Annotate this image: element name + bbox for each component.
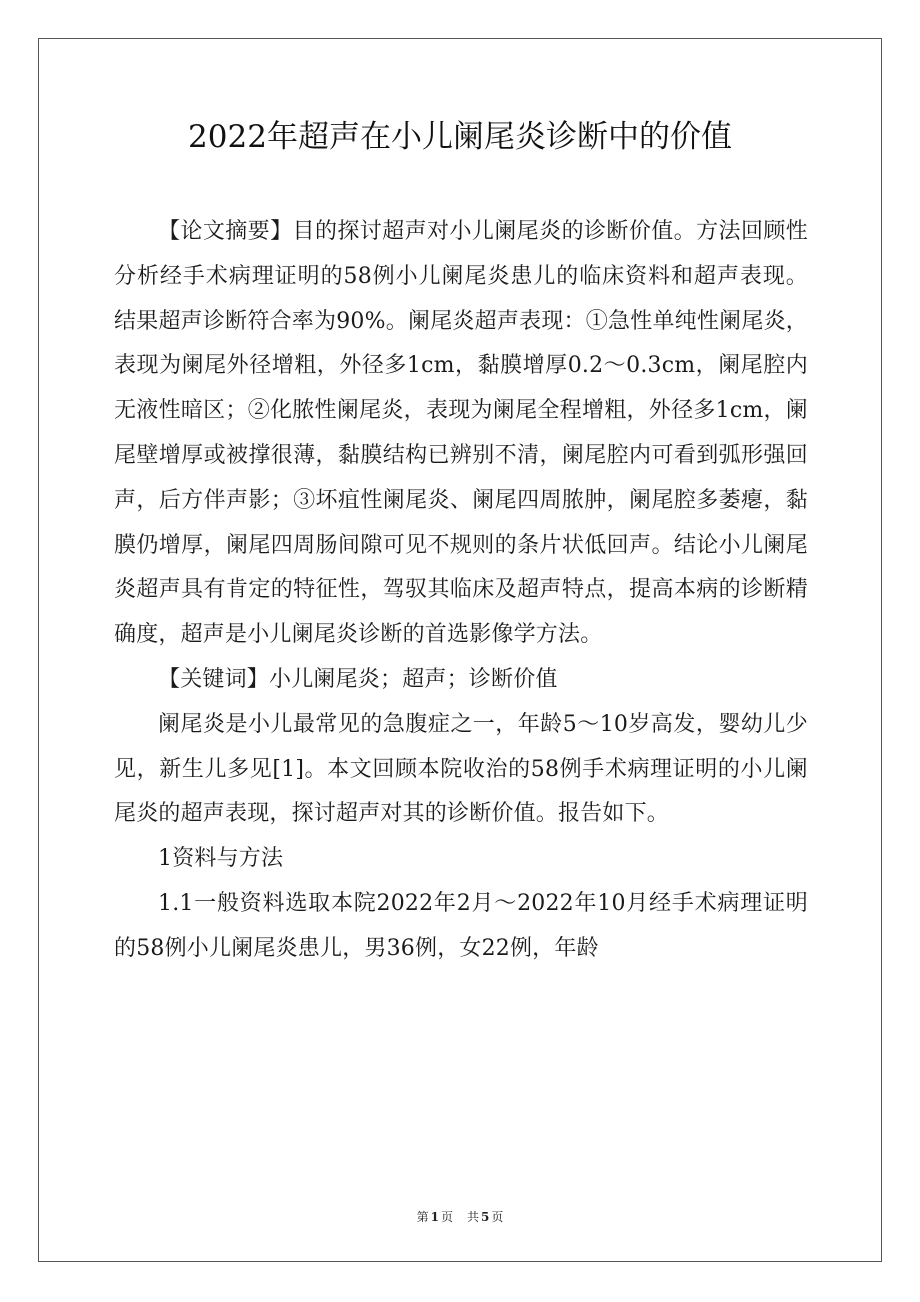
keywords-paragraph: 【关键词】小儿阑尾炎；超声；诊断价值 <box>158 666 558 692</box>
page-footer <box>0 1207 920 1227</box>
subsection-paragraph: 1.1一般资料选取本院2022年2月～2022年10月经手术病理证明的58例小儿阑尾炎患儿，男36例，女22例，年龄 <box>114 890 808 961</box>
abstract-paragraph: 【论文摘要】目的探讨超声对小儿阑尾炎的诊断价值。方法回顾性分析经手术病理证明的58例小儿阑尾炎患儿的临床资料和超声表现。结果超声诊断符合率为90%。阑尾炎超声表现：①急性单纯性阑尾炎，表现为阑尾外径增粗，外径多1cm，黏膜增厚0.2～0.3cm，阑尾腔内无液性暗区；②化脓性阑尾炎，表现为阑尾全程增粗，外径多1cm，阑尾壁增厚或被撑很薄，黏膜结构已辨别不清，阑尾腔内可看到弧形强回声，后方伴声影；③坏疽性阑尾炎、阑尾四周脓肿，阑尾腔多萎瘪，黏膜仍增厚，阑尾四周肠间隙可见不规则的条片状低回声。结论小儿阑尾炎超声具有肯定的特征性，驾驭其临床及超声特点，提高本病的诊断精确度，超声是小儿阑尾炎诊断的首选影像学方法。 <box>114 219 808 648</box>
document-title: 2022年超声在小儿阑尾炎诊断中的价值 <box>188 119 732 155</box>
total-pages-number: 5 <box>481 1210 490 1224</box>
page-prefix: 第 <box>416 1210 429 1224</box>
current-page-number: 1 <box>430 1210 439 1224</box>
page-suffix: 页 <box>440 1210 453 1224</box>
document-body <box>114 210 808 972</box>
intro-paragraph: 阑尾炎是小儿最常见的急腹症之一，年龄5～10岁高发，婴幼儿少见，新生儿多见[1]。本文回顾本院收治的58例手术病理证明的小儿阑尾炎的超声表现，探讨超声对其的诊断价值。报告如下。 <box>114 711 808 827</box>
total-suffix: 页 <box>491 1210 504 1224</box>
section-heading: 1资料与方法 <box>158 846 284 872</box>
total-prefix: 共 <box>467 1210 480 1224</box>
